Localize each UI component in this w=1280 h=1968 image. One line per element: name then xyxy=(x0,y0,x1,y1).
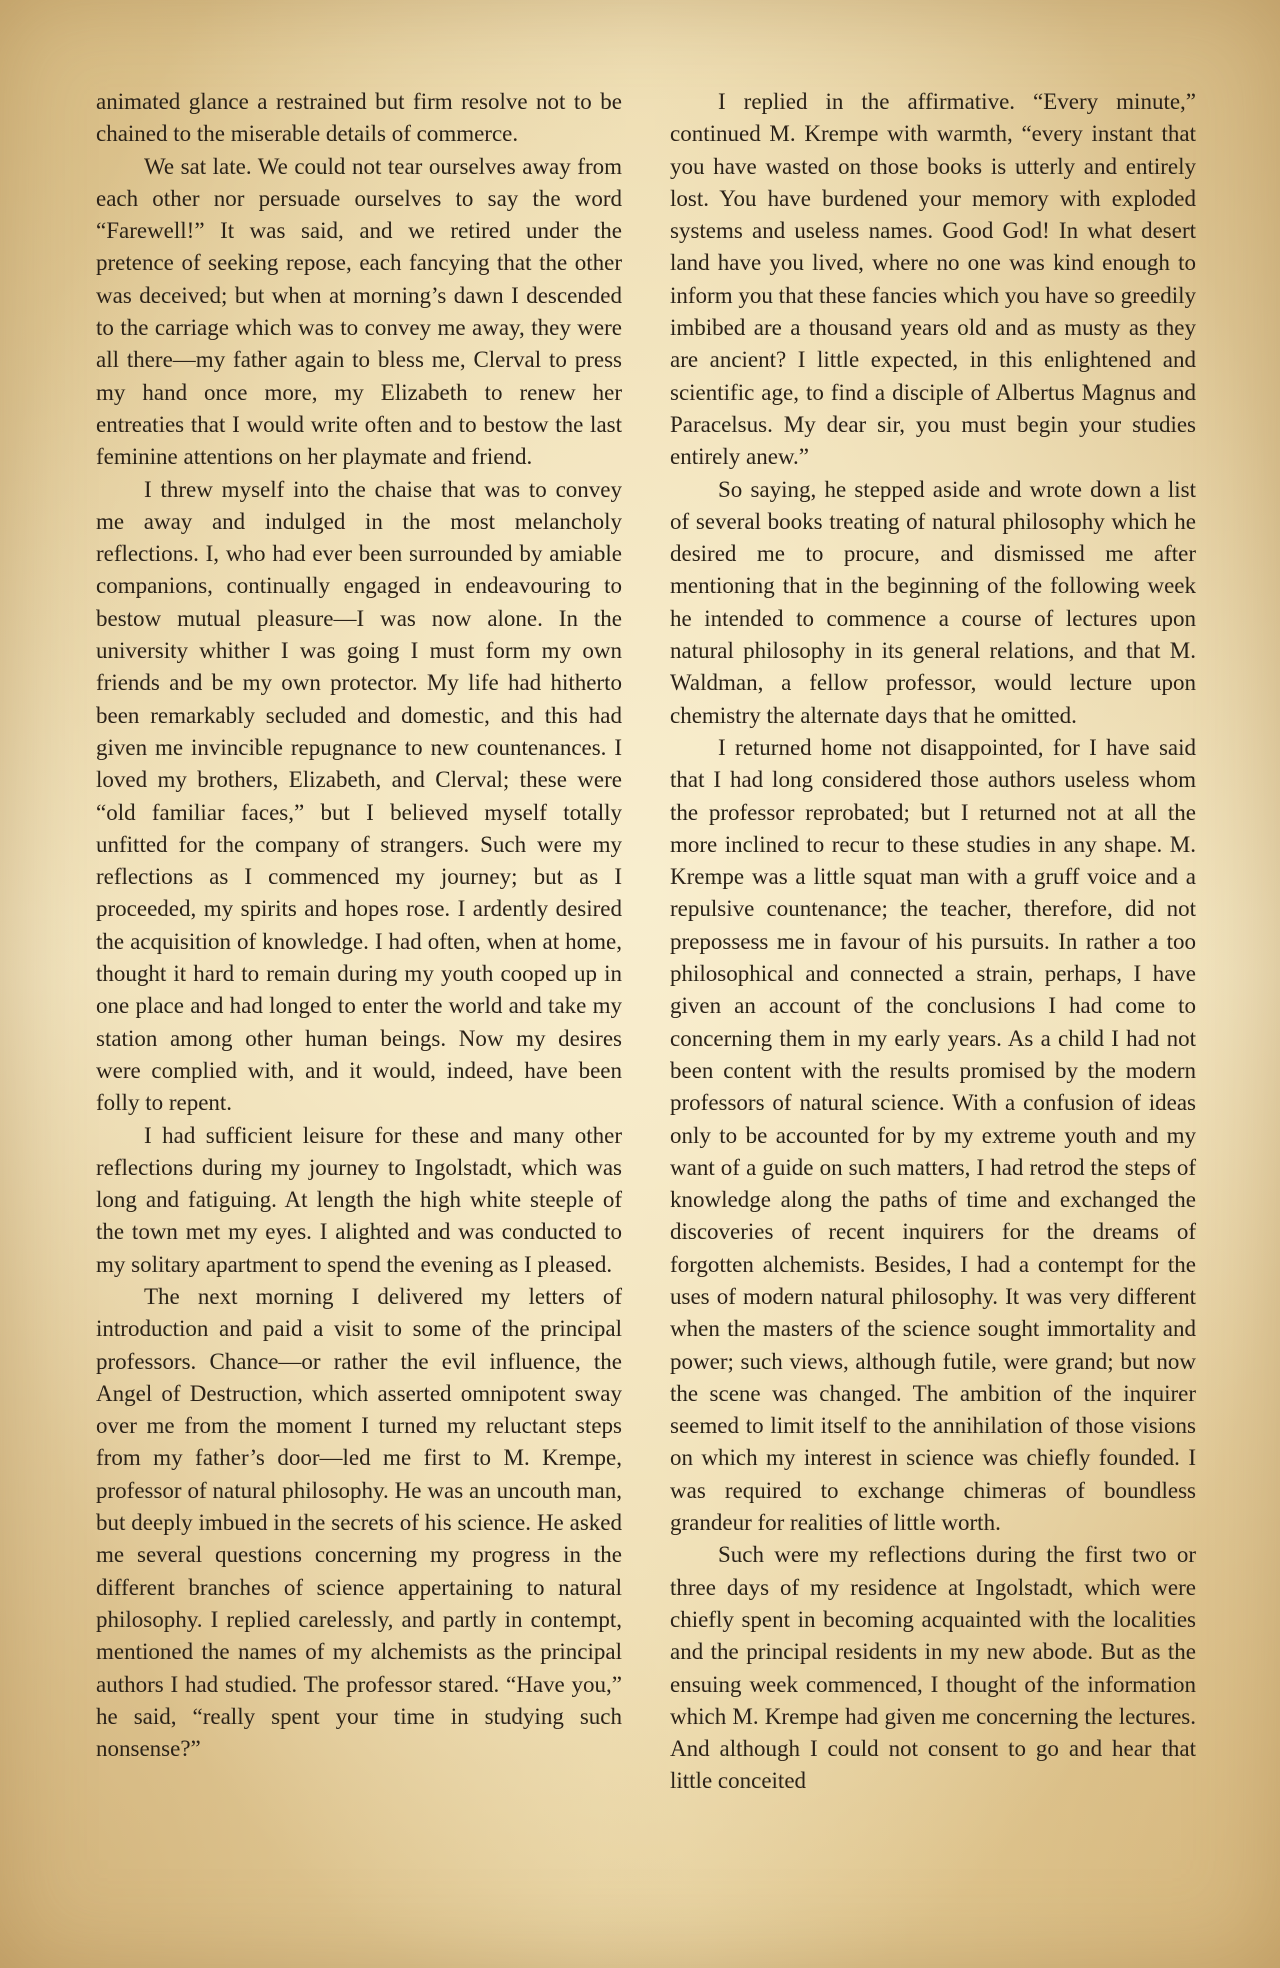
paragraph: Such were my reflections during the first two or three days of my residence at Ingolstadt, which were chiefly spent in becoming acquainted with the localities and the principal residents in my new abode. But as the ensuing week commenced, I thought of the information which M. Krempe had given me concerning the lectures. And although I could not consent to go and hear that little conceited xyxy=(670,1542,1196,1794)
paragraph: I threw myself into the chaise that was to convey me away and indulged in the most melancholy reflections. I, who had ever been surrounded by amiable companions, continually engaged in endeavouring to bestow mutual pleasure—I was now alone. In the university whither I was going I must form my own friends and be my own protector. My life had hitherto been remarkably secluded and domestic, and this had given me invincible repugnance to new countenances. I loved my brothers, Elizabeth, and Clerval; these were “old familiar faces,” but I believed myself totally unfitted for the company of strangers. Such were my reflections as I commenced my journey; but as I proceeded, my spirits and hopes rose. I ardently desired the acquisition of knowledge. I had often, when at home, thought it hard to remain during my youth cooped up in one place and had longed to enter the world and take my station among other human beings. Now my desires were complied with, and it would, indeed, have been folly to repent. xyxy=(96,476,622,1116)
left-text-column xyxy=(96,86,622,1765)
right-text-column xyxy=(670,86,1196,1798)
paragraph: I replied in the affirmative. “Every minute,” continued M. Krempe with warmth, “every instant that you have wasted on those books is utterly and entirely lost. You have burdened your memory with exploded systems and useless names. Good God! In what desert land have you lived, where no one was kind enough to inform you that these fancies which you have so greedily imbibed are a thousand years old and as musty as they are ancient? I little expected, in this enlightened and scientific age, to find a disciple of Albertus Magnus and Paracelsus. My dear sir, you must begin your studies entirely anew.” xyxy=(670,89,1196,470)
paragraph: The next morning I delivered my letters of introduction and paid a visit to some of the principal professors. Chance—or rather the evil influence, the Angel of Destruction, which asserted omnipotent sway over me from the moment I turned my reluctant steps from my father’s door—led me first to M. Krempe, professor of natural philosophy. He was an uncouth man, but deeply imbued in the secrets of his science. He asked me several questions concerning my progress in the different branches of science appertaining to natural philosophy. I replied carelessly, and partly in contempt, mentioned the names of my alchemists as the principal authors I had studied. The professor stared. “Have you,” he said, “really spent your time in studying such nonsense?” xyxy=(96,1283,622,1762)
paragraph: We sat late. We could not tear ourselves away from each other nor persuade ourselves to say the word “Farewell!” It was said, and we retired under the pretence of seeking repose, each fancying that the other was deceived; but when at morning’s dawn I descended to the carriage which was to convey me away, they were all there—my father again to bless me, Clerval to press my hand once more, my Elizabeth to renew her entreaties that I would write often and to bestow the last feminine attentions on her playmate and friend. xyxy=(96,153,622,470)
paragraph: So saying, he stepped aside and wrote down a list of several books treating of natural philosophy which he desired me to procure, and dismissed me after mentioning that in the beginning of the following week he intended to commence a course of lectures upon natural philosophy in its general relations, and that M. Waldman, a fellow professor, would lecture upon chemistry the alternate days that he omitted. xyxy=(670,476,1196,728)
paragraph: I returned home not disappointed, for I have said that I had long considered those authors useless whom the professor reprobated; but I returned not at all the more inclined to recur to these studies in any shape. M. Krempe was a little squat man with a gruff voice and a repulsive countenance; the teacher, therefore, did not prepossess me in favour of his pursuits. In rather a too philosophical and connected a strain, perhaps, I have given an account of the conclusions I had come to concerning them in my early years. As a child I had not been content with the results promised by the modern professors of natural science. With a confusion of ideas only to be accounted for by my extreme youth and my want of a guide on such matters, I had retrod the steps of knowledge along the paths of time and exchanged the discoveries of recent inquirers for the dreams of forgotten alchemists. Besides, I had a contempt for the uses of modern natural philosophy. It was very different when the masters of the science sought immortality and power; such views, although futile, were grand; but now the scene was changed. The ambition of the inquirer seemed to limit itself to the annihilation of those visions on which my interest in science was chiefly founded. I was required to exchange chimeras of boundless grandeur for realities of little worth. xyxy=(670,734,1196,1536)
paragraph: animated glance a restrained but firm resolve not to be chained to the miserable details of commerce. xyxy=(96,89,622,147)
paragraph: I had sufficient leisure for these and many other reflections during my journey to Ingolstadt, which was long and fatiguing. At length the high white steeple of the town met my eyes. I alighted and was conducted to my solitary apartment to spend the evening as I pleased. xyxy=(96,1122,622,1277)
